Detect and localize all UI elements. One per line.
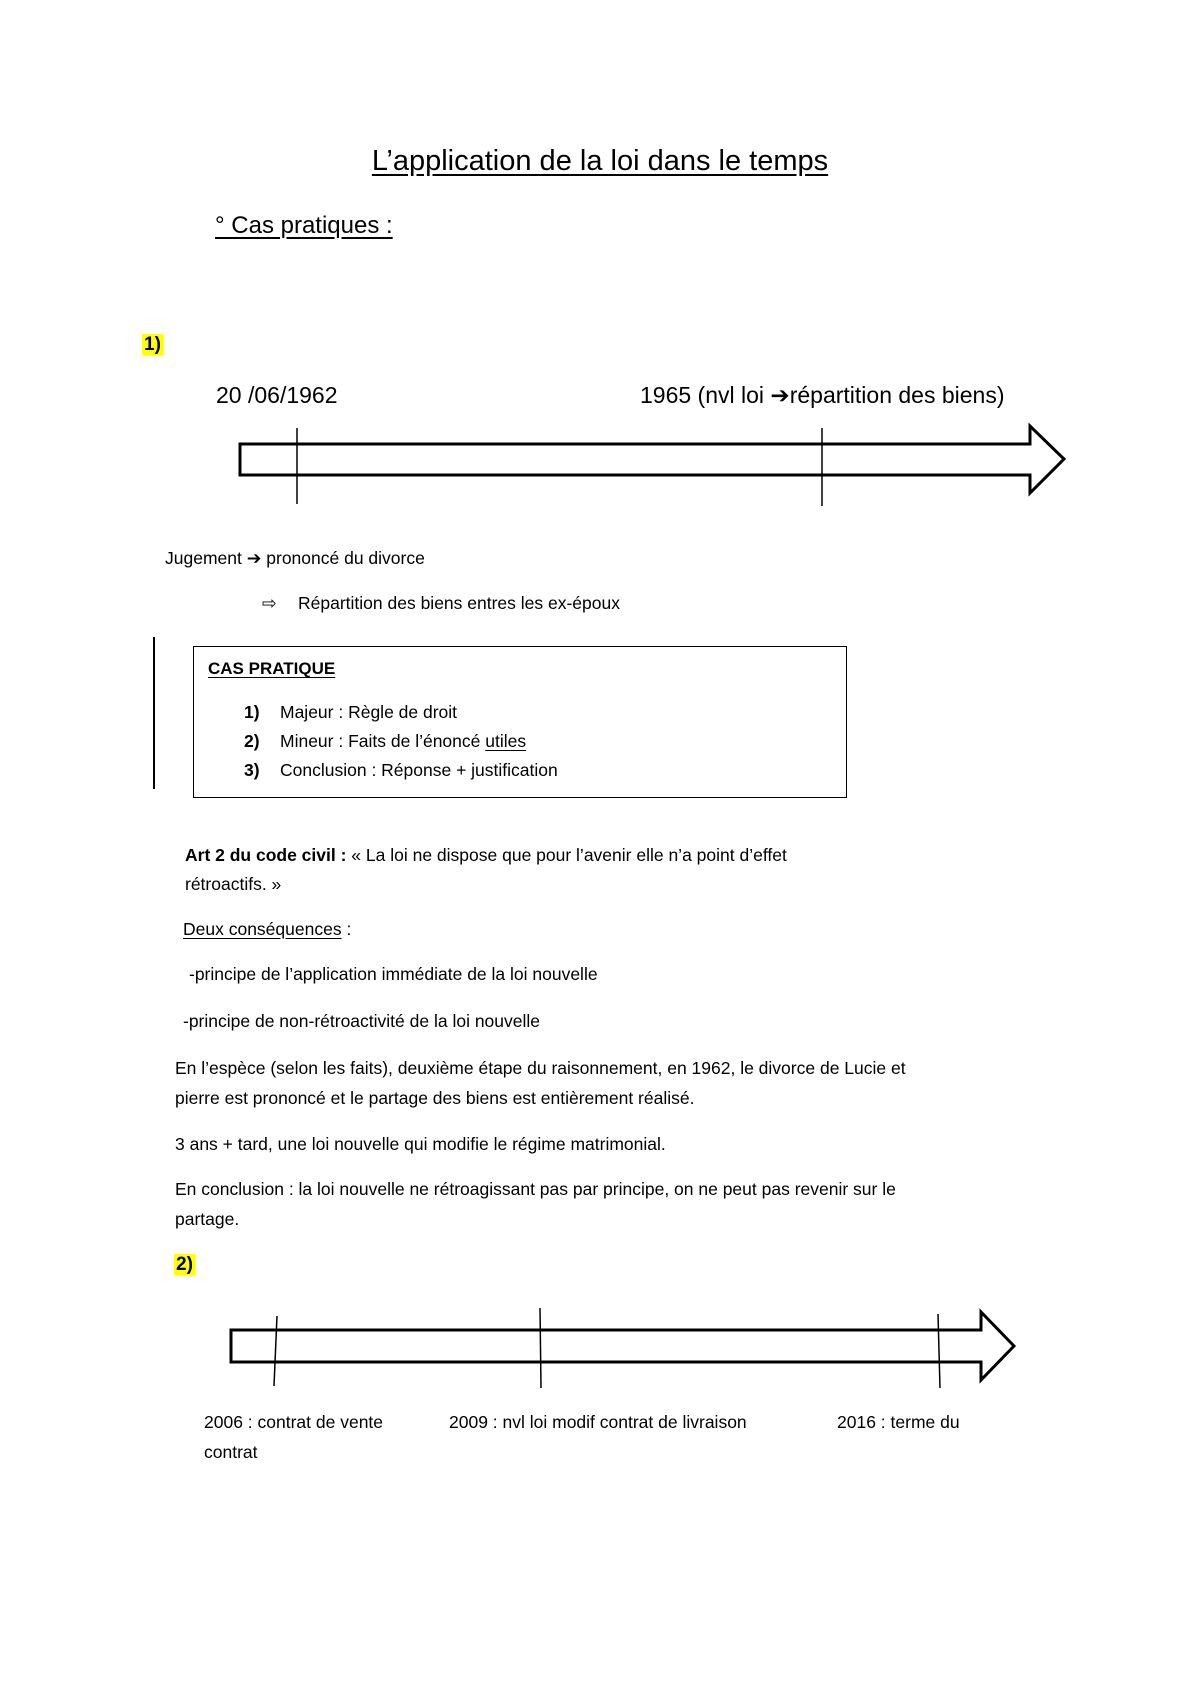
timeline-1-arrow <box>0 420 1200 520</box>
sub-point: ⇨ Répartition des biens entres les ex-époux <box>262 593 620 613</box>
timeline-1-right-label: 1965 (nvl loi ➔répartition des biens) <box>640 382 1005 408</box>
timeline-2-tick-2016 <box>938 1314 940 1388</box>
timeline-2-label-2016-continued: contrat <box>204 1442 258 1462</box>
timeline-2-tick-2009 <box>540 1308 541 1388</box>
cas-pratique-item-1: 1) Majeur : Règle de droit <box>244 702 458 722</box>
cas-pratique-item-2: 2) Mineur : Faits de l’énoncé utiles <box>244 731 527 751</box>
espece-line-2: pierre est prononcé et le partage des biens est entièrement réalisé. <box>175 1088 695 1108</box>
timeline-2-label-2009: 2009 : nvl loi modif contrat de livraison <box>449 1412 747 1432</box>
consequences-heading: Deux conséquences : <box>183 919 352 939</box>
timeline-2-label-2016: 2016 : terme du <box>837 1412 960 1432</box>
section-subtitle: ° Cas pratiques : <box>215 212 393 239</box>
consequence-1: -principe de l’application immédiate de la loi nouvelle <box>189 964 598 984</box>
case-1-label: 1) <box>144 334 161 355</box>
arrow-right-icon: ➔ <box>770 382 790 408</box>
timeline-1-left-date: 20 /06/1962 <box>216 382 338 408</box>
case-2-label: 2) <box>176 1254 193 1275</box>
cas-pratique-box <box>193 646 847 798</box>
outline-arrow-icon: ⇨ <box>262 593 277 613</box>
timeline-2-label-2006: 2006 : contrat de vente <box>204 1412 384 1432</box>
cas-pratique-item-3: 3) Conclusion : Réponse + justification <box>244 760 558 780</box>
arrow-right-icon: ➔ <box>246 548 262 568</box>
timeline-2-arrow <box>0 1300 1200 1400</box>
page-title: L’application de la loi dans le temps <box>371 145 829 177</box>
cas-pratique-title: CAS PRATIQUE <box>208 659 336 678</box>
timeline-2-tick-2006 <box>274 1316 277 1386</box>
timeline-1-arrow-shape <box>240 426 1064 493</box>
timeline-2-arrow-shape <box>231 1312 1014 1380</box>
article-2-line-1: Art 2 du code civil : « La loi ne dispose que pour l’avenir elle n’a point d’effet <box>185 845 787 865</box>
conclusion-line-2: partage. <box>175 1209 240 1229</box>
three-years-line: 3 ans + tard, une loi nouvelle qui modifie le régime matrimonial. <box>175 1134 666 1154</box>
espece-line-1: En l’espèce (selon les faits), deuxième étape du raisonnement, en 1962, le divorce de Lucie et <box>175 1058 906 1078</box>
consequence-2: -principe de non-rétroactivité de la loi nouvelle <box>183 1011 541 1031</box>
article-2-line-2: rétroactifs. » <box>185 874 282 894</box>
conclusion-line-1: En conclusion : la loi nouvelle ne rétroagissant pas par principe, on ne peut pas revenir sur le <box>175 1179 896 1199</box>
margin-bar <box>153 637 155 789</box>
judgement-line: Jugement ➔ prononcé du divorce <box>165 548 425 568</box>
